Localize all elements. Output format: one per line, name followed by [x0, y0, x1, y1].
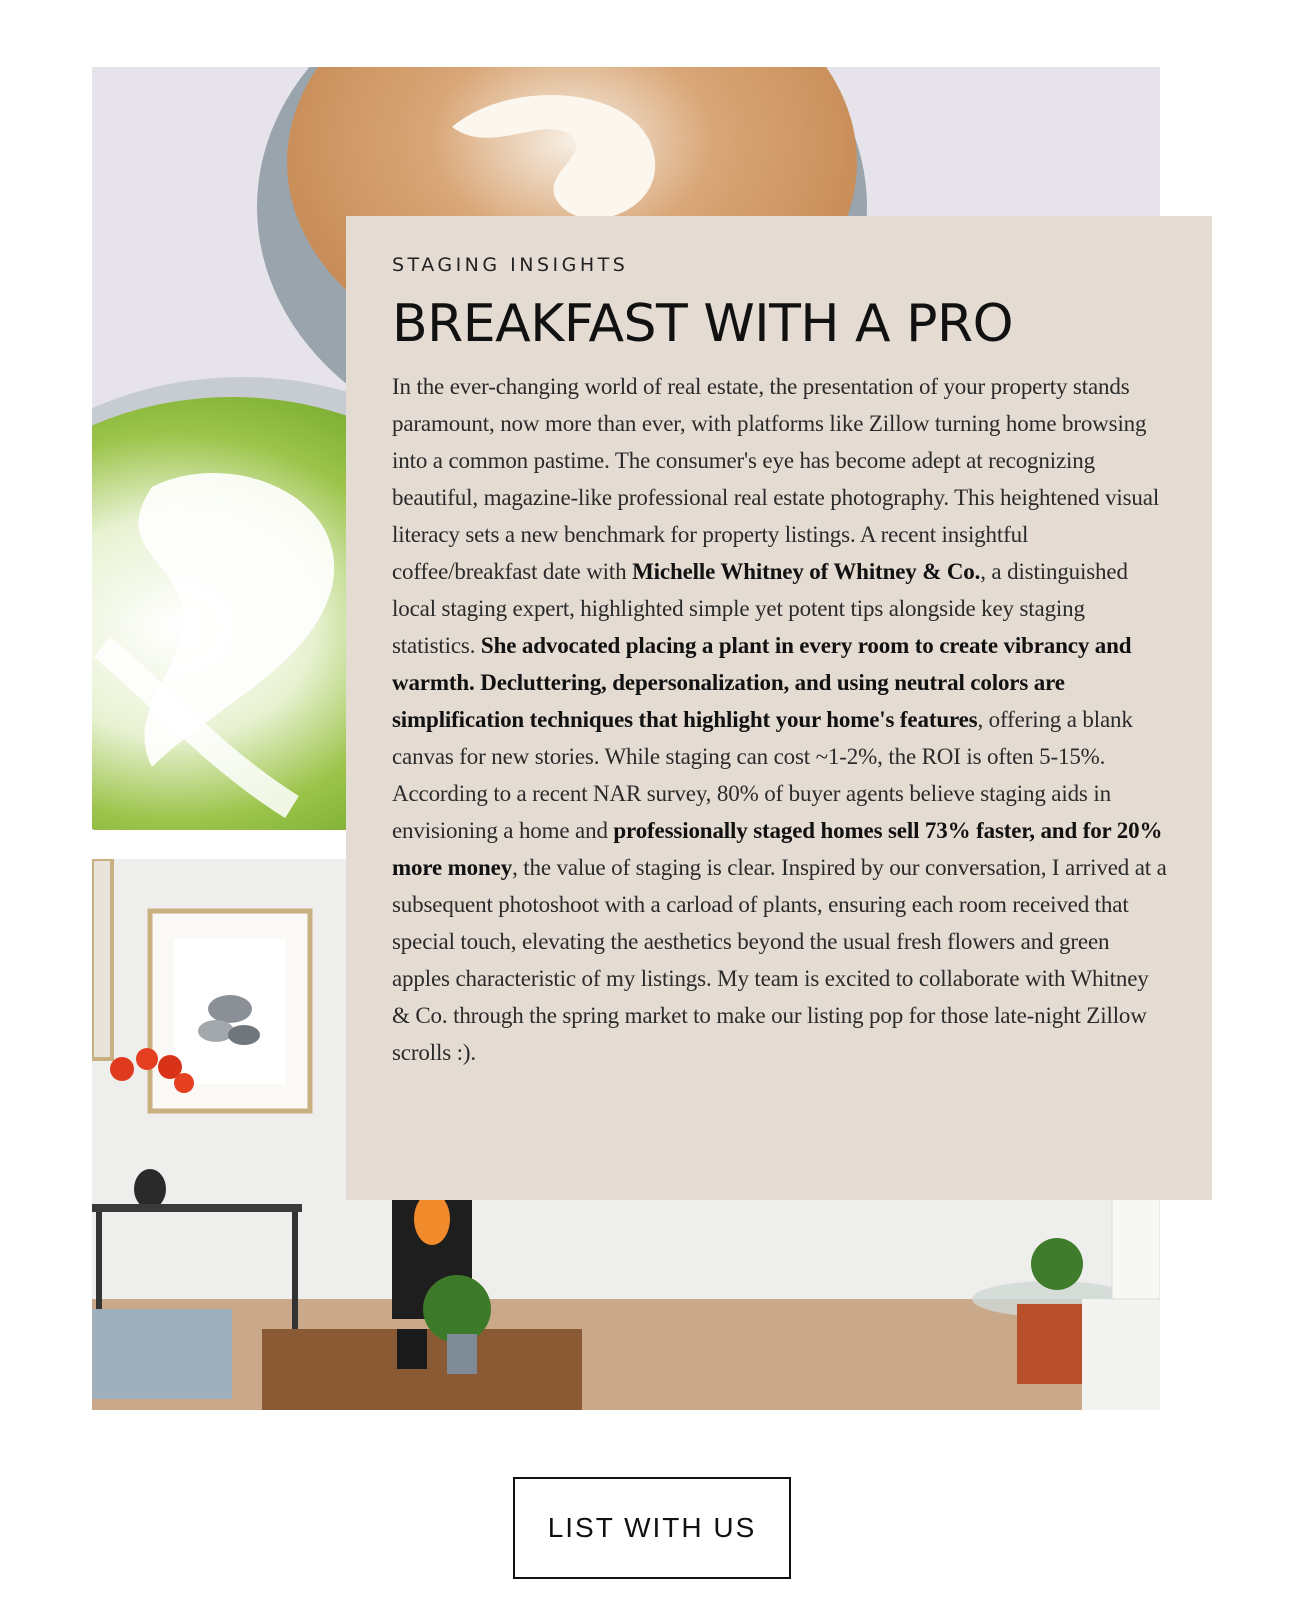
- body-bold-segment: Michelle Whitney of Whitney & Co.: [632, 559, 981, 584]
- body-text-segment: , the value of staging is clear. Inspired by our conversation, I arrived at a subsequent photoshoot with a carload of plants, ensuring each room received that special touch, elevating the aesthetics beyond the usual fresh flowers and green apples characteristic of my listings. My team is excited to collaborate with Whitney & Co. through the spring market to make our listing pop for those late-night Zillow scrolls :).: [392, 855, 1167, 1065]
- list-with-us-button[interactable]: LIST WITH US: [513, 1477, 791, 1579]
- body-bold-segment: professionally staged homes sell 73% faster, and for 20% more money: [392, 818, 1163, 880]
- body-bold-segment: She advocated placing a plant in every room to create vibrancy and warmth. Decluttering, depersonalization, and using neutral colors are simplification techniques that highlight your home's features: [392, 633, 1132, 732]
- body-text-segment: , a distinguished local staging expert, highlighted simple yet potent tips alongside key staging statistics.: [392, 559, 1128, 658]
- body-text-segment: In the ever-changing world of real estate, the presentation of your property stands paramount, now more than ever, with platforms like Zillow turning home browsing into a common pastime. The consumer's eye has become adept at recognizing beautiful, magazine-like professional real estate photography. This heightened visual literacy sets a new benchmark for property listings. A recent insightful coffee/breakfast date with: [392, 374, 1160, 584]
- body-text-segment: , offering a blank canvas for new stories. While staging can cost ~1-2%, the ROI is often 5-15%. According to a recent NAR survey, 80% of buyer agents believe staging aids in envisioning a home and: [392, 707, 1133, 843]
- article-body: [392, 368, 1167, 1071]
- article-title: BREAKFAST WITH A PRO: [392, 294, 1014, 354]
- article-card: [346, 216, 1212, 1200]
- section-eyebrow: STAGING INSIGHTS: [392, 254, 629, 276]
